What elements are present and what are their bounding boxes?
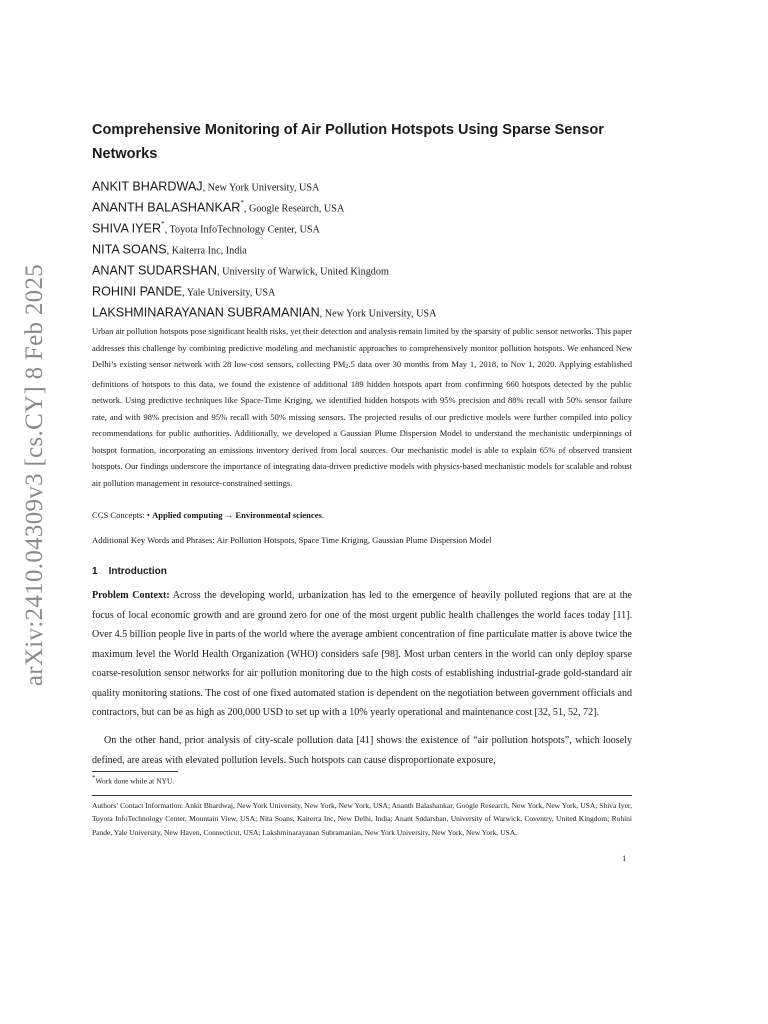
- author-mark: *: [240, 199, 244, 207]
- ccs-label: CCS Concepts: •: [92, 510, 153, 520]
- footnote-mark: *: [92, 774, 96, 782]
- author-name: ROHINI PANDE: [92, 284, 183, 299]
- author-affiliation: , New York University, USA: [319, 308, 437, 320]
- author-name: NITA SOANS: [92, 242, 167, 257]
- author-mark: *: [161, 220, 165, 228]
- author-name: ANANTH BALASHANKAR: [92, 200, 241, 215]
- arxiv-stamp: [0, 0, 70, 1024]
- abstract: [92, 323, 632, 491]
- paper-title: Comprehensive Monitoring of Air Pollution Hotspots Using Sparse Sensor Networks: [92, 122, 604, 162]
- section-number: 1: [92, 566, 98, 577]
- author-name: SHIVA IYER: [92, 221, 162, 236]
- section-heading: [92, 566, 167, 577]
- pm-subscript: 2: [345, 364, 349, 370]
- body-paragraph: [92, 586, 632, 723]
- author-affiliation: , University of Warwick, United Kingdom: [217, 266, 389, 278]
- footnote: [92, 774, 174, 786]
- author-list: [92, 172, 632, 319]
- author-name: LAKSHMINARAYANAN SUBRAMANIAN: [92, 305, 320, 320]
- body-paragraph: On the other hand, prior analysis of city-scale pollution data [41] shows the existence of “air pollution hotspots”, which loosely defined, are areas with elevated pollution levels. Such hotspots can cause disproportionate exposure,: [92, 735, 632, 766]
- contact-information: Authors’ Contact Information: Ankit Bhardwaj, New York University, New York, New York, USA; Ananth Balashankar, Google Research, New York, New York, USA; Shiva Iyer, Toyota InfoTechnology Center, Mountain View, USA; Nita Soans, Kaiterra Inc, New Delhi, India; Anant Sudarshan, University of Warwick, Coventry, United Kingdom; Rohini Pande, Yale University, New Haven, Connecticut, USA; Lakshminarayanan Subramanian, New York University, New York, New York, USA.: [92, 801, 632, 837]
- author-entry: [92, 277, 632, 298]
- author-entry: [92, 298, 632, 319]
- author-entry: [92, 256, 632, 277]
- keywords: Additional Key Words and Phrases: Air Pollution Hotspots, Space Time Kriging, Gaussian Plume Dispersion Model: [92, 535, 492, 545]
- ccs-value: Applied computing → Environmental sciences: [152, 510, 322, 520]
- section-title: Introduction: [108, 566, 167, 577]
- abstract-text-continued: .5 data over 30 months from May 1, 2018, to Nov 1, 2020. Applying established definitions of hotspots to this data, we found the existence of additional 189 hidden hotspots apart from confirming 660 hotspots detected by the public network. Using predictive techniques like Space-Time Kriging, we identified hidden hotspots with 95% precision and 88% recall with 50% sensor failure rate, and with 98% precision and 95% recall with 50% missing sensors. The projected results of our predictive models were further compiled into policy recommendations for public authorities. Additionally, we developed a Gaussian Plume Dispersion Model to understand the mechanistic underpinnings of hotspot formation, incorporating an emissions inventory derived from local sources. Our mechanistic model is able to explain 65% of observed transient hotspots. Our findings underscore the importance of integrating data-driven predictive models with physics-based mechanistic models for scalable and robust air pollution management in resource-constrained settings.: [92, 359, 632, 488]
- author-name: ANKIT BHARDWAJ: [92, 179, 203, 194]
- author-affiliation: , Kaiterra Inc, India: [166, 245, 247, 257]
- contact-divider: [92, 795, 632, 796]
- ccs-concepts: [92, 510, 632, 520]
- author-affiliation: , Toyota InfoTechnology Center, USA: [164, 224, 320, 236]
- author-affiliation: , Google Research, USA: [243, 203, 345, 215]
- author-affiliation: , New York University, USA: [202, 182, 320, 194]
- ccs-end: .: [321, 510, 325, 520]
- abstract-text: Urban air pollution hotspots pose significant health risks, yet their detection and analysis remain limited by the sparsity of public sensor networks. This paper addresses this challenge by combining predictive modeling and mechanistic approaches to comprehensively monitor pollution hotspots. We enhanced New Delhi’s existing sensor network with 28 low-cost sensors, collecting PM: [92, 326, 632, 369]
- author-affiliation: , Yale University, USA: [182, 287, 276, 299]
- author-entry: [92, 235, 632, 256]
- footnote-text: Work done while at NYU.: [95, 776, 175, 786]
- paragraph-lead: Problem Context:: [92, 590, 170, 601]
- author-entry: [92, 172, 632, 193]
- page-number: 1: [622, 853, 627, 863]
- paragraph-text: Across the developing world, urbanization has led to the emergence of heavily polluted regions that are at the focus of local economic growth and are ground zero for one of the most urgent public health challenges the world faces today [11]. Over 4.5 billion people live in parts of the world where the average ambient concentration of fine particulate matter is above twice the maximum level the World Health Organization (WHO) considers safe [98]. Most urban centers in the world can only deploy sparse coarse-resolution sensor networks for air pollution monitoring due to the high costs of establishing industrial-grade gold-standard air quality monitoring stations. The cost of one fixed automated station is dependent on the negotiation between government officials and contractors, but can be as high as 200,000 USD to set up with a 10% yearly operational and maintenance cost [32, 51, 52, 72].: [92, 590, 632, 718]
- author-entry: [92, 214, 632, 235]
- arxiv-stamp-text: arXiv:2410.04309v3 [cs.CY] 8 Feb 2025: [21, 263, 48, 687]
- author-name: ANANT SUDARSHAN: [92, 263, 218, 278]
- footnote-divider: [92, 771, 178, 772]
- author-entry: [92, 193, 632, 214]
